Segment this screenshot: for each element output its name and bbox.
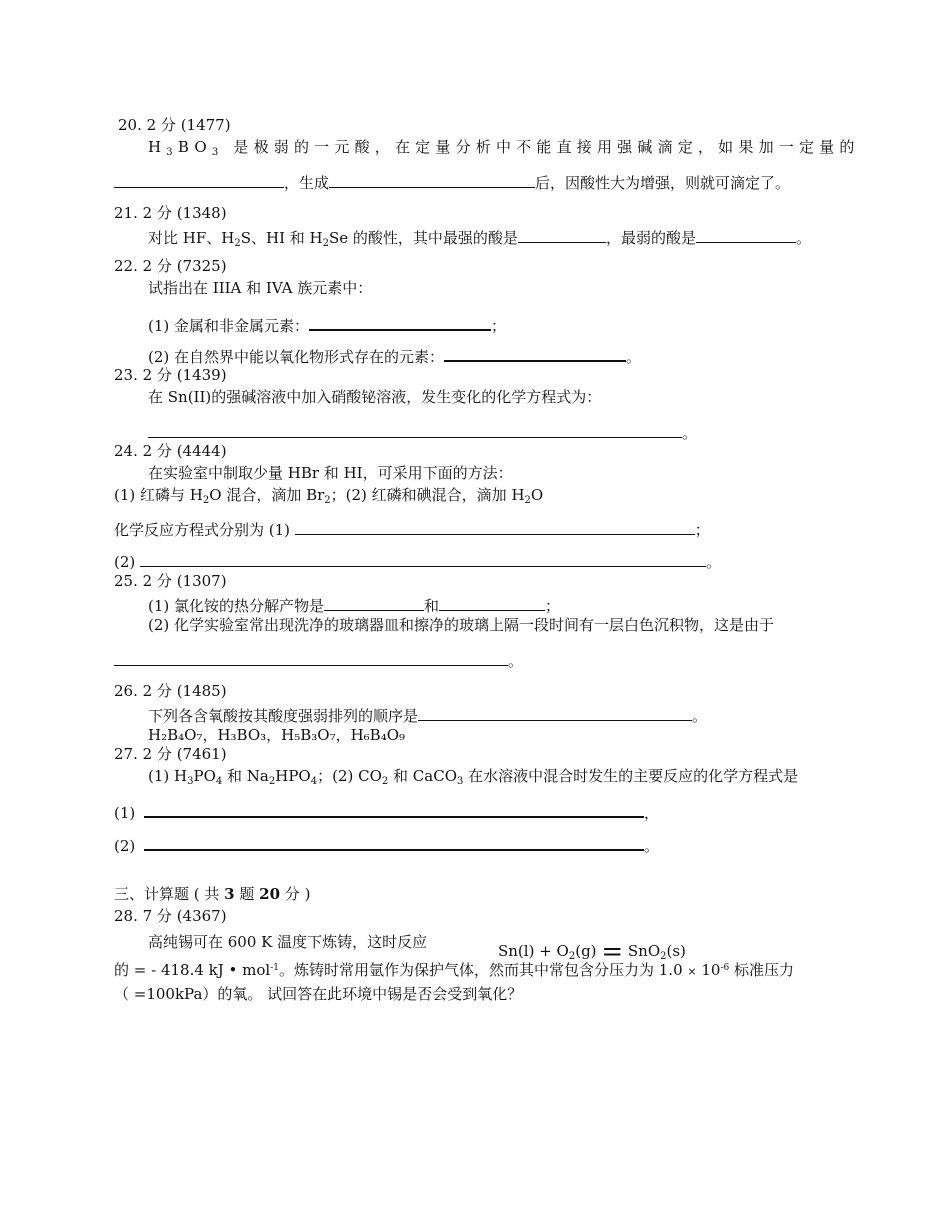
- q28-reaction: [498, 935, 686, 967]
- q27-sub-6: 3: [457, 776, 464, 787]
- section3-title-b: 题: [234, 885, 260, 903]
- q22-item2-text: (2) 在自然界中能以氧化物形式存在的元素：: [148, 348, 445, 366]
- q23-blank[interactable]: [148, 423, 682, 438]
- q24-eq2-label: (2): [114, 553, 141, 571]
- q24-eq1-end: ；: [694, 521, 710, 539]
- q28-reaction-d: (s): [666, 942, 686, 960]
- q26-end: 。: [692, 707, 708, 725]
- q27-blank-1[interactable]: [144, 802, 644, 818]
- q28-line-2: [114, 963, 794, 978]
- section-3-title: [114, 887, 310, 902]
- q24-blank-eq1[interactable]: [295, 520, 695, 535]
- q20-header: 20. 2 分 (1477): [118, 116, 231, 134]
- q24-header: 24. 2 分 (4444): [114, 442, 227, 460]
- q24-m2: O 混合，滴加 Br: [209, 486, 325, 504]
- q21-t4: ，最弱的酸是: [605, 229, 696, 247]
- q24-equation-1-line: [114, 520, 710, 538]
- q26-acid-list: H₂B₄O₇，H₃BO₃，H₅B₃O₇，H₆B₄O₉: [148, 726, 406, 744]
- q22-item-1: [148, 315, 506, 334]
- q23-end: 。: [682, 424, 698, 442]
- q22-header: 22. 2 分 (7325): [114, 257, 227, 275]
- q22-item2-end: 。: [626, 348, 642, 366]
- q22-item-2: [148, 346, 641, 365]
- q21-sub-1: 2: [234, 238, 241, 249]
- q27-c7: 在水溶液中混合时发生的主要反应的化学方程式是: [463, 767, 799, 785]
- q28-line2-d: 标准压力: [729, 961, 795, 979]
- section3-title-a: 三、计算题 ( 共: [114, 885, 225, 903]
- q20-text-a2: BO: [177, 138, 212, 156]
- q21-question-text: [148, 228, 811, 249]
- q20-blank-2[interactable]: [329, 173, 535, 188]
- q28-reaction-a: Sn(l) + O: [498, 942, 569, 960]
- q22-blank-2[interactable]: [444, 346, 626, 362]
- section3-points: 20: [259, 885, 281, 903]
- q27-eq1-label: (1): [114, 804, 136, 822]
- q20-question-text: [148, 138, 860, 158]
- q24-sub-2: 2: [324, 495, 331, 506]
- q20-blank-1[interactable]: [114, 173, 284, 188]
- q25-item-1: [148, 596, 560, 614]
- q23-question-text: 在 Sn(II)的强碱溶液中加入硝酸铋溶液，发生变化的化学方程式为：: [148, 388, 602, 406]
- q21-t5: 。: [795, 229, 811, 247]
- q27-sub-1: 3: [187, 776, 194, 787]
- q28-line-3: （ =100kPa）的氧。 试回答在此环境中锡是否会受到氧化？: [114, 985, 523, 1003]
- q28-line2-c: 10: [696, 961, 721, 979]
- q28-equals-sign: =: [601, 937, 624, 967]
- q27-c4: HPO: [275, 767, 311, 785]
- q27-eq2-end: 。: [644, 837, 660, 855]
- q27-eq1-end: ，: [644, 804, 660, 822]
- q20-text-a3: 是极弱的一元酸，在定量分析中不能直接用强碱滴定，如果加一定量的: [223, 138, 860, 156]
- q27-sub-3: 2: [268, 776, 276, 787]
- q24-m1: (1) 红磷与 H: [114, 486, 203, 504]
- q22-blank-1[interactable]: [309, 315, 491, 331]
- q24-equation-2-line: [114, 552, 721, 570]
- q23-answer-line: [148, 423, 697, 441]
- q27-sub-2: 4: [215, 776, 223, 787]
- q28-reaction-sub-a: 2: [568, 951, 576, 962]
- q22-item1-text: (1) 金属和非金属元素：: [148, 317, 310, 335]
- q28-reaction-b: (g): [575, 942, 597, 960]
- q25-blank-2[interactable]: [439, 596, 545, 611]
- q21-header: 21. 2 分 (1348): [114, 204, 227, 222]
- q26-question-text: [148, 706, 707, 724]
- q27-c1: (1) H: [148, 767, 188, 785]
- q28-line2-sup-a: -1: [270, 963, 279, 973]
- q27-equation-2-line: [114, 835, 659, 854]
- q27-sub-4: 4: [310, 776, 318, 787]
- q27-question-text: [148, 767, 799, 787]
- q24-blank-eq2[interactable]: [140, 552, 706, 567]
- q24-m4: O: [530, 486, 544, 504]
- q21-t2: S、HI 和 H: [240, 229, 323, 247]
- q27-header: 27. 2 分 (7461): [114, 745, 227, 763]
- q28-reaction-c: SnO: [627, 942, 661, 960]
- q25-item1-end: ；: [545, 597, 561, 615]
- q28-reaction-sub-c: 2: [660, 951, 667, 962]
- q27-eq2-label: (2): [114, 837, 136, 855]
- section3-title-c: 分 ): [280, 885, 311, 903]
- q25-blank-1[interactable]: [324, 596, 424, 611]
- q27-equation-1-line: [114, 802, 659, 821]
- q21-t3: Se 的酸性，其中最强的酸是: [329, 229, 518, 247]
- q25-blank-3[interactable]: [114, 651, 508, 666]
- q25-answer-line: [114, 651, 523, 669]
- q27-c2: PO: [193, 767, 216, 785]
- q25-item2-end: 。: [508, 652, 524, 670]
- q25-item1-and: 和: [424, 597, 440, 615]
- q21-sub-2: 2: [322, 238, 329, 249]
- q25-item1-text: (1) 氯化铵的热分解产物是: [148, 597, 325, 615]
- q24-eq-label: 化学反应方程式分别为 (1): [114, 521, 295, 539]
- q24-m3: ；(2) 红磷和碘混合，滴加 H: [330, 486, 525, 504]
- q24-sub-3: 2: [524, 495, 531, 506]
- q24-methods: [114, 486, 544, 506]
- q27-blank-2[interactable]: [144, 835, 644, 851]
- q20-sub-a1: 3: [166, 147, 178, 158]
- q28-line2-b: 。炼铸时常用氩作为保护气体，然而其中常包含分压力为 1.0: [278, 961, 688, 979]
- q24-intro: 在实验室中制取少量 HBr 和 HI，可采用下面的方法：: [148, 464, 513, 482]
- q27-c5: ；(2) CO: [317, 767, 382, 785]
- q24-eq2-end: 。: [706, 553, 722, 571]
- q26-header: 26. 2 分 (1485): [114, 682, 227, 700]
- q20-text-a1: H: [148, 138, 167, 156]
- q25-item-2: (2) 化学实验室常出现洗净的玻璃器皿和擦净的玻璃上隔一段时间有一层白色沉积物，这是由于: [148, 616, 775, 634]
- q28-header: 28. 7 分 (4367): [114, 907, 227, 925]
- section3-count: 3: [224, 885, 235, 903]
- q20-text-b1: ，生成: [284, 174, 330, 192]
- q20-text-b2: 后，因酸性大为增强，则就可滴定了。: [535, 174, 791, 192]
- q27-sub-5: 2: [381, 776, 389, 787]
- q26-text: 下列各含氧酸按其酸度强弱排列的顺序是: [148, 707, 419, 725]
- q20-sub-a2: 3: [211, 147, 224, 158]
- q21-blank-strongest[interactable]: [518, 228, 606, 243]
- q27-c6: 和 CaCO: [388, 767, 457, 785]
- q25-header: 25. 2 分 (1307): [114, 572, 227, 590]
- q23-header: 23. 2 分 (1439): [114, 366, 227, 384]
- q28-line-1: 高纯锡可在 600 K 温度下炼铸，这时反应: [148, 933, 428, 951]
- q20-answer-line: [114, 173, 790, 191]
- q26-blank[interactable]: [418, 706, 692, 721]
- q22-item1-end: ；: [491, 317, 507, 335]
- q28-line2-sup-c: -6: [720, 963, 730, 973]
- q24-sub-1: 2: [202, 495, 210, 506]
- q21-t1: 对比 HF、H: [148, 229, 235, 247]
- q28-times-sign: ×: [687, 965, 697, 978]
- q28-line2-a: 的 = - 418.4 kJ • mol: [114, 961, 271, 979]
- q21-blank-weakest[interactable]: [696, 228, 796, 243]
- q27-c3: 和 Na: [222, 767, 269, 785]
- q22-intro: 试指出在 IIIA 和 IVA 族元素中：: [148, 279, 373, 297]
